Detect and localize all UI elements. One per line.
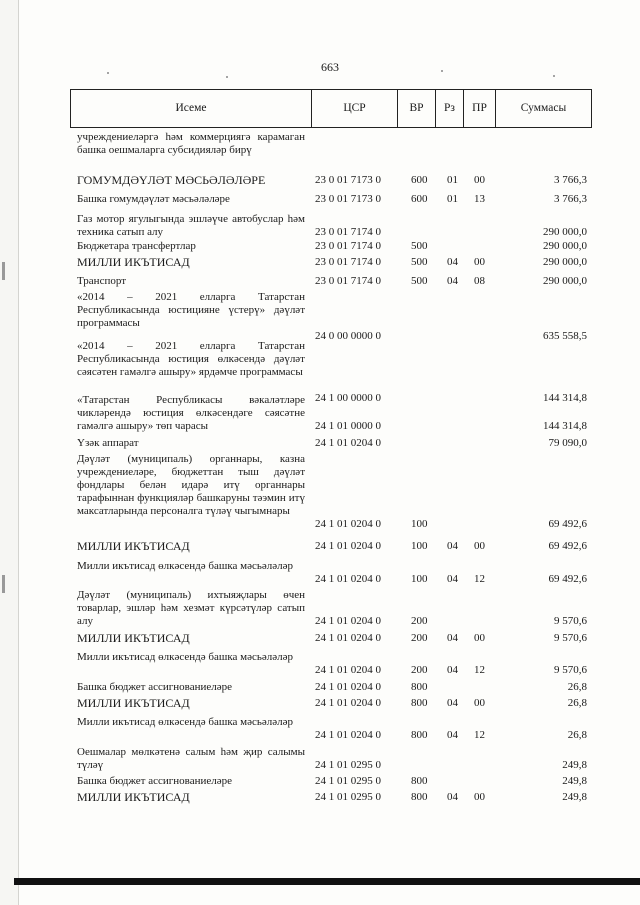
row-vr: 100 <box>411 573 428 585</box>
row-name: ГОМУМДӘҮЛӘТ МӘСЬӘЛӘЛӘРЕ <box>77 173 266 187</box>
row-vr: 200 <box>411 632 428 644</box>
row-pr: 12 <box>474 573 485 585</box>
row-sum: 26,8 <box>567 697 587 709</box>
row-name: Оешмалар мөлкәтенә салым һәм җир салымы түләү <box>77 746 305 771</box>
row-name: Милли икътисад өлкәсендә башка мәсьәләләр <box>77 651 293 663</box>
row-vr: 600 <box>411 174 428 186</box>
row-rz: 04 <box>447 275 458 287</box>
row-sum: 26,8 <box>567 729 587 741</box>
row-rz: 04 <box>447 573 458 585</box>
row-sum: 9 570,6 <box>554 664 587 676</box>
row-csr: 23 0 01 7174 0 <box>315 226 381 238</box>
row-sum: 9 570,6 <box>554 632 587 644</box>
row-vr: 600 <box>411 193 428 205</box>
row-name: Дәүләт (муниципаль) органнары, казна учреждениеләре, бюджеттан тыш дәүләт фондлары белән идарә итү органнары тарафыннан функцияләр башкаруны тәэмин итү максатларында персоналга түләү чыгымнары <box>77 453 305 517</box>
row-rz: 01 <box>447 193 458 205</box>
row-csr: 24 1 01 0295 0 <box>315 791 381 803</box>
row-name: МИЛЛИ ИКЪТИСАД <box>77 696 190 710</box>
row-rz: 04 <box>447 540 458 552</box>
row-sum: 3 766,3 <box>554 174 587 186</box>
row-vr: 500 <box>411 275 428 287</box>
row-vr: 800 <box>411 791 428 803</box>
row-pr: 08 <box>474 275 485 287</box>
row-sum: 635 558,5 <box>543 330 587 342</box>
row-vr: 500 <box>411 240 428 252</box>
row-csr: 24 1 01 0000 0 <box>315 420 381 432</box>
row-csr: 24 1 01 0204 0 <box>315 615 381 627</box>
row-name: Үзәк аппарат <box>77 437 139 449</box>
row-name: МИЛЛИ ИКЪТИСАД <box>77 790 190 804</box>
scan-speck <box>226 76 228 78</box>
row-csr: 24 1 01 0204 0 <box>315 729 381 741</box>
row-csr: 24 1 01 0204 0 <box>315 437 381 449</box>
column-header-vr: ВР <box>397 90 435 127</box>
row-name: Бюджетара трансфертлар <box>77 240 196 252</box>
row-vr: 800 <box>411 697 428 709</box>
row-csr: 24 1 01 0204 0 <box>315 664 381 676</box>
row-sum: 144 314,8 <box>543 420 587 432</box>
column-header-rz: Рз <box>435 90 463 127</box>
row-name: МИЛЛИ ИКЪТИСАД <box>77 631 190 645</box>
row-vr: 500 <box>411 256 428 268</box>
row-sum: 249,8 <box>562 775 587 787</box>
row-sum: 3 766,3 <box>554 193 587 205</box>
scan-bottom-edge <box>14 878 640 885</box>
row-csr: 24 1 01 0295 0 <box>315 759 381 771</box>
row-name: Милли икътисад өлкәсендә башка мәсьәләләр <box>77 716 293 728</box>
row-name: «Татарстан Республикасы вәкаләтләре чикләрендә юстиция өлкәсендәге сәясәтне гамәлгә ашыру» төп чарасы <box>77 394 305 432</box>
row-rz: 04 <box>447 729 458 741</box>
row-rz: 04 <box>447 697 458 709</box>
column-header-name: Исеме <box>175 102 207 114</box>
row-name: Дәүләт (муниципаль) ихтыяҗлары өчен товарлар, эшләр һәм хезмәт күрсәтүләр сатып алу <box>77 589 305 627</box>
row-csr: 23 0 01 7174 0 <box>315 240 381 252</box>
row-name: Транспорт <box>77 275 127 287</box>
row-name: учреждениеләргә һәм коммерциягә карамаган башка оешмаларга субсидияләр бирү <box>77 131 305 156</box>
row-csr: 23 0 01 7173 0 <box>315 174 381 186</box>
row-csr: 24 1 01 0204 0 <box>315 518 381 530</box>
row-name: «2014 – 2021 елларга Татарстан Республикасында юстиция өлкәсендә дәүләт сәясәтен гамәлгә ашыру» ярдәмче программасы <box>77 340 305 378</box>
row-csr: 24 1 01 0204 0 <box>315 573 381 585</box>
row-sum: 249,8 <box>562 791 587 803</box>
row-name: Башка гомумдәүләт мәсьәләләре <box>77 193 230 205</box>
row-sum: 290 000,0 <box>543 256 587 268</box>
row-vr: 100 <box>411 518 428 530</box>
page-number: 663 <box>321 60 339 74</box>
row-pr: 13 <box>474 193 485 205</box>
row-vr: 800 <box>411 681 428 693</box>
scan-left-edge <box>0 0 19 905</box>
scan-mark <box>2 262 5 280</box>
row-name: Башка бюджет ассигнованиеләре <box>77 681 232 693</box>
scan-speck <box>441 70 443 72</box>
row-sum: 290 000,0 <box>543 275 587 287</box>
row-name: МИЛЛИ ИКЪТИСАД <box>77 255 190 269</box>
row-csr: 24 1 01 0204 0 <box>315 540 381 552</box>
row-pr: 00 <box>474 256 485 268</box>
row-csr: 24 1 00 0000 0 <box>315 392 381 404</box>
row-csr: 24 1 01 0204 0 <box>315 681 381 693</box>
row-rz: 04 <box>447 632 458 644</box>
row-vr: 100 <box>411 540 428 552</box>
table-header <box>70 89 592 128</box>
row-pr: 12 <box>474 664 485 676</box>
row-pr: 00 <box>474 174 485 186</box>
row-rz: 04 <box>447 791 458 803</box>
row-vr: 200 <box>411 664 428 676</box>
row-name: Башка бюджет ассигнованиеләре <box>77 775 232 787</box>
row-sum: 249,8 <box>562 759 587 771</box>
row-sum: 69 492,6 <box>548 540 587 552</box>
row-csr: 24 0 00 0000 0 <box>315 330 381 342</box>
row-csr: 23 0 01 7174 0 <box>315 256 381 268</box>
row-csr: 23 0 01 7174 0 <box>315 275 381 287</box>
row-rz: 01 <box>447 174 458 186</box>
scan-speck <box>553 75 555 77</box>
row-name: МИЛЛИ ИКЪТИСАД <box>77 539 190 553</box>
row-sum: 9 570,6 <box>554 615 587 627</box>
row-name: «2014 – 2021 елларга Татарстан Республикасында юстицияне үстерү» дәүләт программасы <box>77 291 305 329</box>
row-sum: 290 000,0 <box>543 226 587 238</box>
scan-mark <box>2 575 5 593</box>
row-pr: 00 <box>474 697 485 709</box>
row-name: Газ мотор ягулыгында эшләүче автобуслар һәм техника сатып алу <box>77 213 305 238</box>
row-csr: 24 1 01 0204 0 <box>315 697 381 709</box>
row-csr: 24 1 01 0295 0 <box>315 775 381 787</box>
row-pr: 00 <box>474 632 485 644</box>
row-csr: 24 1 01 0204 0 <box>315 632 381 644</box>
row-rz: 04 <box>447 664 458 676</box>
row-name: Милли икътисад өлкәсендә башка мәсьәләләр <box>77 560 293 572</box>
row-sum: 79 090,0 <box>548 437 587 449</box>
column-header-pr: ПР <box>463 90 495 127</box>
row-csr: 23 0 01 7173 0 <box>315 193 381 205</box>
row-rz: 04 <box>447 256 458 268</box>
column-header-csr: ЦСР <box>311 90 397 127</box>
row-sum: 69 492,6 <box>548 518 587 530</box>
row-vr: 800 <box>411 775 428 787</box>
row-sum: 26,8 <box>567 681 587 693</box>
row-sum: 144 314,8 <box>543 392 587 404</box>
row-sum: 69 492,6 <box>548 573 587 585</box>
row-pr: 00 <box>474 791 485 803</box>
column-header-sum: Суммасы <box>495 90 591 127</box>
row-vr: 800 <box>411 729 428 741</box>
scan-speck <box>107 72 109 74</box>
row-pr: 12 <box>474 729 485 741</box>
row-vr: 200 <box>411 615 428 627</box>
row-sum: 290 000,0 <box>543 240 587 252</box>
row-pr: 00 <box>474 540 485 552</box>
